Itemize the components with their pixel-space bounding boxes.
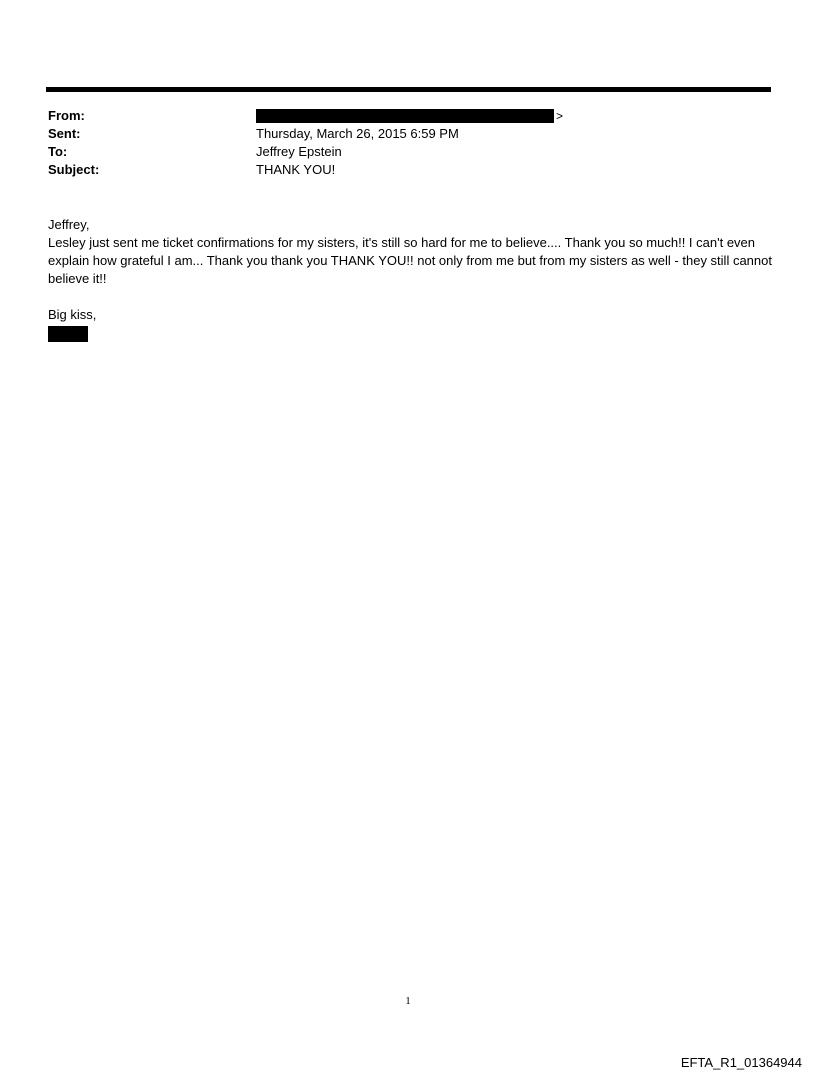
page-number: 1	[405, 995, 411, 1007]
subject-row	[48, 161, 768, 179]
sent-label: Sent:	[48, 126, 81, 141]
greeting: Jeffrey,	[48, 217, 90, 232]
email-body	[48, 216, 778, 347]
to-label: To:	[48, 144, 68, 159]
from-suffix: >	[556, 109, 564, 123]
signoff: Big kiss,	[48, 307, 97, 322]
header-divider	[46, 87, 771, 92]
from-value	[256, 107, 563, 125]
sent-row	[48, 125, 768, 143]
subject-label: Subject:	[48, 162, 100, 177]
message-text: Lesley just sent me ticket confirmations for my sisters, it's still so hard for me to believe.... Thank you so much!! I can't even explain how grateful I am... Thank you thank you THANK YOU!! not only from me but from my sisters as well - they still cannot believe it!!	[48, 235, 772, 286]
signature-redaction	[48, 326, 88, 342]
document-id: EFTA_R1_01364944	[680, 1055, 802, 1070]
sent-value: Thursday, March 26, 2015 6:59 PM	[256, 126, 459, 141]
from-label: From:	[48, 108, 85, 123]
from-redaction	[256, 109, 554, 123]
from-row	[48, 107, 768, 125]
to-value: Jeffrey Epstein	[256, 144, 342, 159]
email-header	[48, 107, 768, 179]
subject-value: THANK YOU!	[256, 162, 336, 177]
to-row	[48, 143, 768, 161]
